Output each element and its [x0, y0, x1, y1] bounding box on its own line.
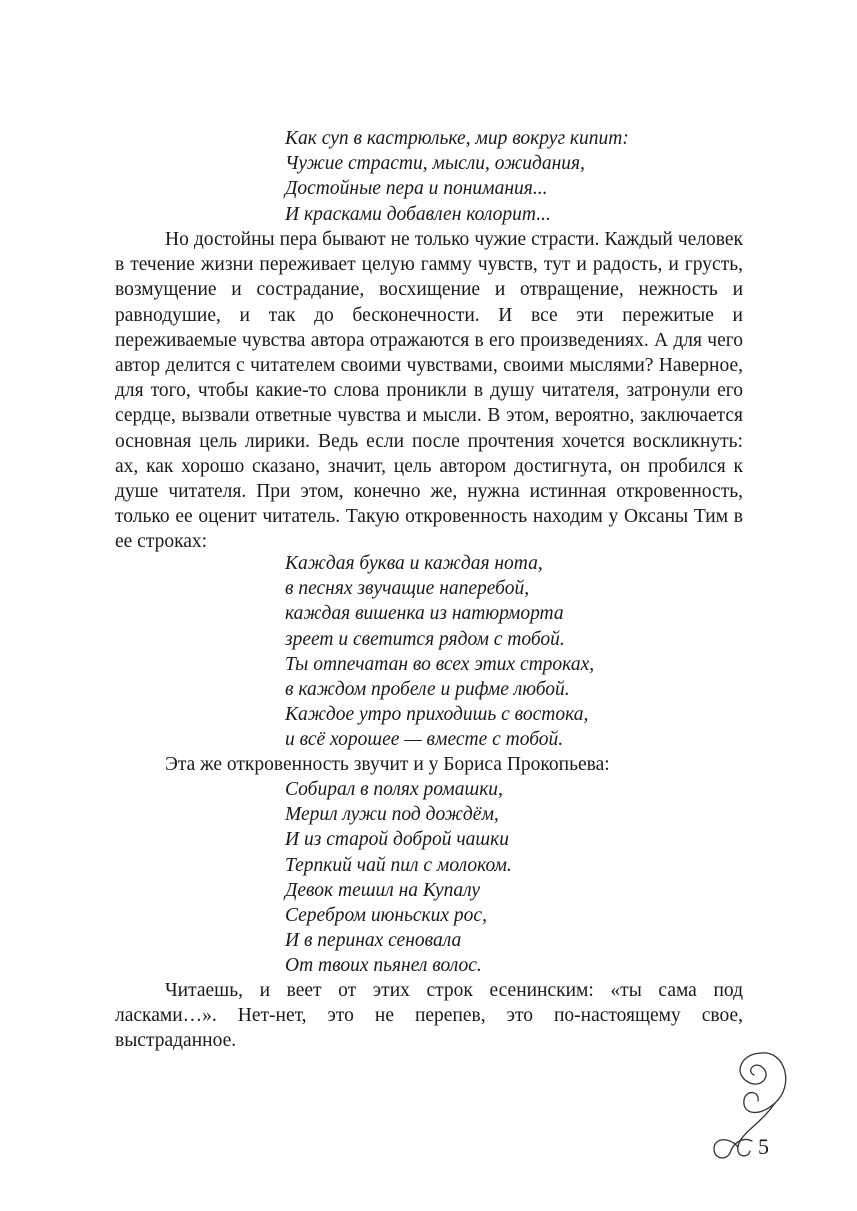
page-number: 5 [758, 1134, 769, 1159]
body-paragraph: Но достойны пера бывают не только чужие страсти. Каждый человек в течение жизни переживает целую гамму чувств, тут и радость, и грусть, возмущение и сострадание, восхищение и отвращение, нежность и равнодушие, и так до бесконечности. И все эти пережитые и переживаемые чувства автора отражаются в его произведениях. А для чего автор делится с читателем своими чувствами, своими мыслями? Наверное, для того, чтобы какие-то слова проникли в душу читателя, затронули его сердце, вызвали ответные чувства и мысли. В этом, вероятно, заключается основная цель лирики. Ведь если после прочтения хочется воскликнуть: ах, как хорошо сказано, значит, цель автором достигнута, он пробился к душе читателя. При этом, конечно же, нужна истинная откровенность, только ее оценит читатель. Такую откровенность находим у Оксаны Тим в ее строках: [115, 229, 743, 553]
poem-line: Достойные пера и понимания... [285, 178, 548, 200]
poem-line: в каждом пробеле и рифме любой. [285, 679, 570, 701]
poem-line: И из старой доброй чашки [285, 829, 509, 851]
poem-line: каждая вишенка из натюрморта [285, 603, 564, 625]
poem-line: зреет и светится рядом с тобой. [285, 628, 565, 650]
poem-line: Чужие страсти, мысли, ожидания, [285, 153, 585, 175]
poem-line: Терпкий чай пил с молоком. [285, 854, 512, 876]
poem-oksana-tim [285, 551, 594, 753]
poem-boris-prokopiev [285, 777, 512, 979]
poem-line: в песнях звучащие наперебой, [285, 578, 530, 600]
poem-line: И красками добавлен колорит... [285, 203, 551, 225]
poem-line: и всё хорошее — вместе с тобой. [285, 729, 564, 751]
poem-line: Девок тешил на Купалу [285, 879, 481, 901]
body-paragraph: Читаешь, и веет от этих строк есенинским: «ты сама под ласками…». Нет-нет, это не перепев, это по-настоящему свое, выстраданное. [115, 980, 743, 1052]
poem-line: Каждая буква и каждая нота, [285, 553, 543, 574]
body-paragraph: Эта же откровенность звучит и у Бориса Прокопьева: [165, 754, 610, 775]
poem-epigraph [285, 126, 629, 227]
poem-line: Как суп в кастрюльке, мир вокруг кипит: [285, 128, 629, 149]
poem-line: Мерил лужи под дождём, [285, 804, 499, 826]
poem-line: Серебром июньских рос, [285, 905, 487, 927]
poem-line: Собирал в полях ромашки, [285, 779, 503, 800]
poem-line: Каждое утро приходишь с востока, [285, 704, 589, 726]
flourish-ornament-icon [700, 1045, 790, 1165]
poem-line: Ты отпечатан во всех этих строках, [285, 653, 595, 675]
poem-line: И в перинах сеновала [285, 930, 462, 952]
poem-line: От твоих пьянел волос. [285, 955, 482, 977]
